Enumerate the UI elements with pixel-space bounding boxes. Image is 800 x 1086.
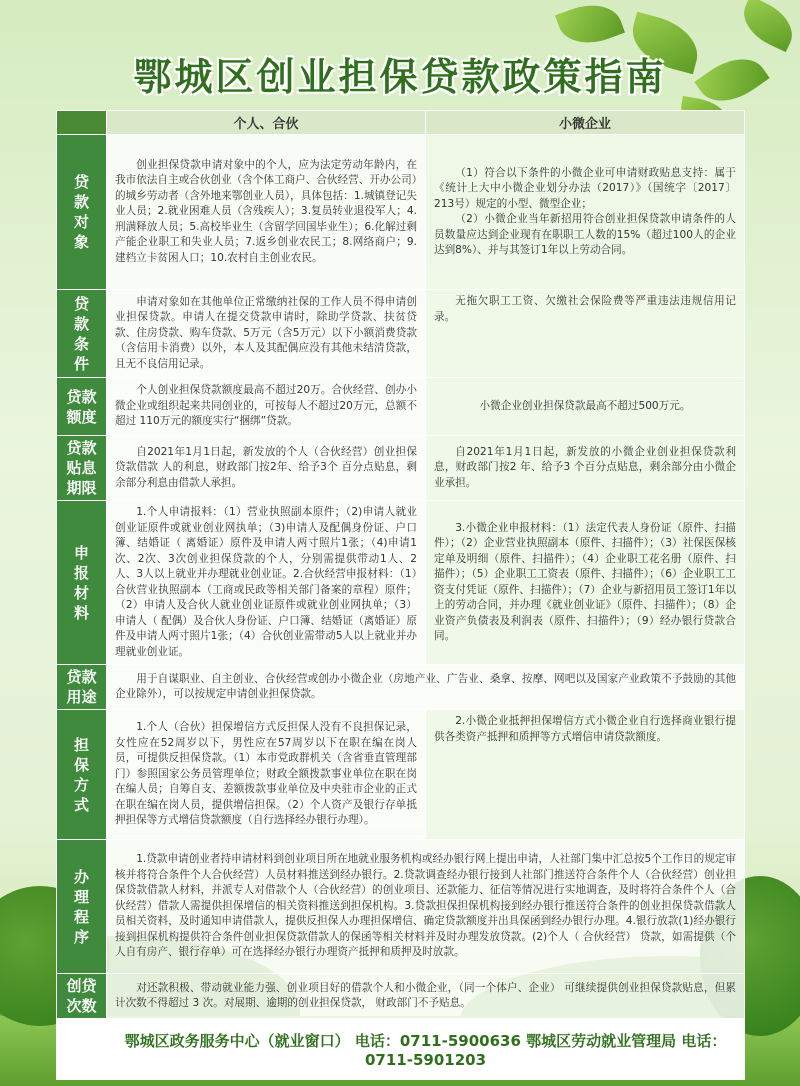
conditions-small-business: 无拖欠职工工资、欠缴社会保险费等严重违法违规信用记录。: [426, 290, 745, 378]
row-label-guarantee: 担 保 方 式: [57, 710, 107, 840]
materials-small-business: 3.小微企业申报材料：（1）法定代表人身份证（原件、扫描件）；（2）企业营业执照副本（原件、扫描件）；（3）社保医保核定单及明细（原件、扫描件）；（4）企业职工花名册（原件、扫描件）；（5）企业职工工资表（原件、扫描件）；（6）企业职工工资支付凭证（原件、扫描件）；（7）企业与新招用员工签订1年以上的劳动合同，并办理《就业创业证》（原件、扫描件）；（8）企业资产负债表及利润表（原件、扫描件）；（9）经办银行贷款合同。: [426, 501, 745, 665]
target-small-business: （1）符合以下条件的小微企业可申请财政贴息支持：属于《统计上大中小微企业划分办法（2017）》（国统字〔2017〕213号）规定的小型、微型企业； （2）小微企业当年新招用符合创业担保贷款申请条件的人员数量应达到企业现有在职职工人数的15%（超过100人的企业达到8%）、并与其签订1年以上劳动合同。: [426, 135, 745, 290]
row-label-contact: 贷款咨询及 办理联系方式: [57, 1019, 107, 1080]
row-procedure: [57, 840, 745, 974]
amount-individual: 个人创业担保贷款额度最高不超过20万。合伙经营、创办小微企业或组织起来共同创业的，可按每人不超过20万元，总额不超过 110万元的额度实行“捆绑”贷款。: [107, 378, 426, 436]
row-target: [57, 135, 745, 290]
subsidy-individual: 自2021年1月1日起，新发放的个人（合伙经营）创业担保贷款借款 人的利息，财政部门按2年、给予3个 百分点贴息，剩余部分利息由借款人承担。: [107, 436, 426, 501]
column-header-individual: 个人、合伙: [107, 111, 426, 135]
row-times: [57, 974, 745, 1019]
guarantee-small-business: 2.小微企业抵押担保增信方式小微企业自行选择商业银行提供各类资产抵押和质押等方式增信申请贷款额度。: [426, 710, 745, 840]
guarantee-individual: 1.个人（合伙）担保增信方式反担保人没有不良担保记录，女性应在52周岁以下，男性应在57周岁以下在职在编在岗人员，可提供反担保贷款。（1）本市党政群机关（含省垂直管理部门）参照国家公务员管理单位；财政全额拨款事业单位在职在岗在编人员；自筹自支、差额拨款事业单位及中央驻市企业的正式在职在编在岗人员，提供增信担保。（2）个人资产及银行存单抵押担保等方式增信贷款额度（自行选择经办银行办理）。: [107, 710, 426, 840]
row-usage: [57, 665, 745, 710]
row-guarantee: [57, 710, 745, 840]
page-title: 鄂城区创业担保贷款政策指南: [133, 55, 667, 99]
row-label-materials: 申 报 材 料: [57, 501, 107, 665]
target-individual: 创业担保贷款申请对象中的个人，应为法定劳动年龄内，在我市依法自主或合伙创业（含个体工商户、合伙经营、开办公司）的城乡劳动者（含外地来鄂创业人员），具体包括：1.城镇登记失业人员；2.就业困难人员（含残疾人）；3.复员转业退役军人；4.刑满释放人员；5.高校毕业生（含留学回国毕业生）；6.化解过剩产能企业职工和失业人员；7.返乡创业农民工；8.网络商户；9.建档立卡贫困人口；10.农村自主创业农民。: [107, 135, 426, 290]
row-amount: [57, 378, 745, 436]
usage-text: 用于自谋职业、自主创业、合伙经营或创办小微企业（房地产业、广告业、桑拿、按摩、网吧以及国家产业政策不予鼓励的其他企业除外），可以按规定申请创业担保贷款。: [107, 665, 745, 710]
contact-info: 鄂城区政务服务中心（就业窗口） 电话：0711-5900636 鄂城区劳动就业管理局 电话：0711-5901203: [107, 1019, 745, 1080]
row-contact: [57, 1019, 745, 1080]
subsidy-small-business: 自2021年1月1日起，新发放的小微企业创业担保贷款利息，财政部门按2 年、给予3 个百分点贴息，剩余部分由小微企业承担。: [426, 436, 745, 501]
row-label-subsidy: 贷款 贴息 期限: [57, 436, 107, 501]
row-materials: [57, 501, 745, 665]
conditions-individual: 申请对象如在其他单位正常缴纳社保的工作人员不得申请创业担保贷款。申请人在提交贷款申请时，除助学贷款、扶贫贷款、住房贷款、购车贷款、5万元（含5万元）以下小额消费贷款（含信用卡消费）以外，本人及其配偶应没有其他未结清贷款，且无不良信用记录。: [107, 290, 426, 378]
row-conditions: [57, 290, 745, 378]
row-label-procedure: 办 理 程 序: [57, 840, 107, 974]
table-header-row: [57, 111, 745, 135]
materials-individual: 1.个人申请报料：（1）营业执照副本原件；（2)申请人就业创业证原件或就业创业网执单；（3)申请人及配偶身份证、户口簿、结婚证（ 离婚证）原件及申请人两寸照片1张；（4)申请1次、2次、3次创业担保贷款的个人，分别需提供带动1人、2人、3人以上就业并办理就业创业证。2.合伙经营申报材料：（1）合伙营业执照副本（工商或民政等相关部门备案的章程）原件；（2）申请人及合伙人就业创业证原件或就业创业网执单；（3）申请人（ 配偶）及合伙人身份证、户口簿、结婚证（离婚证）原件及申请人两寸照片1张；（4）合伙创业需带动5人以上就业并办理就业创业证。: [107, 501, 426, 665]
row-label-target: 贷 款 对 象: [57, 135, 107, 290]
header-corner: [57, 111, 107, 135]
column-header-small-business: 小微企业: [426, 111, 745, 135]
amount-small-business: 小微企业创业担保贷款最高不超过500万元。: [426, 378, 745, 436]
row-subsidy: [57, 436, 745, 501]
row-label-usage: 贷款 用途: [57, 665, 107, 710]
row-label-times: 创贷 次数: [57, 974, 107, 1019]
policy-table: [56, 110, 745, 1080]
times-text: 对还款积极、带动就业能力强、创业项目好的借款个人和小微企业，（同一个体户、企业） 可继续提供创业担保贷款贴息，但累计次数不得超过 3 次。对展期、逾期的创业担保贷款， 财政部门不予贴息。: [107, 974, 745, 1019]
procedure-text: 1.贷款申请创业者持申请材料到创业项目所在地就业服务机构或经办银行网上提出申请，人社部门集中汇总按5个工作日的规定审核并将符合条件个人合伙经营）人员材料推送到经办银行。2.贷款调查经办银行接到人社部门推送符合条件个人（合伙经营）创业担保贷款借款人材料，并派专人对借款个人（合伙经营）的创业项目、还款能力、征信等情况进行实地调查，及时将符合条件个人（合伙经营）借款人需提供担保增信的相关资料推送到担保机构。3.贷款担保担保机构接到经办银行推送符合条件的创业担保贷款借款人员相关资料，及时通知申请借款人，提供反担保人办理担保增信、确定贷款额度并出具保函到经办银行办理。4.银行放款(1)经办银行接到担保机构提供符合条件创业担保贷款借款人的保函等相关材料并及时办理发放贷款。(2)个人（ 合伙经营） 贷款，如需提供（个人自有房产、银行存单）可在选择经办银行办理资产抵押和质押及时放款。: [107, 840, 745, 974]
row-label-conditions: 贷 款 条 件: [57, 290, 107, 378]
leaf-decoration: [735, 0, 800, 52]
row-label-amount: 贷款 额度: [57, 378, 107, 436]
